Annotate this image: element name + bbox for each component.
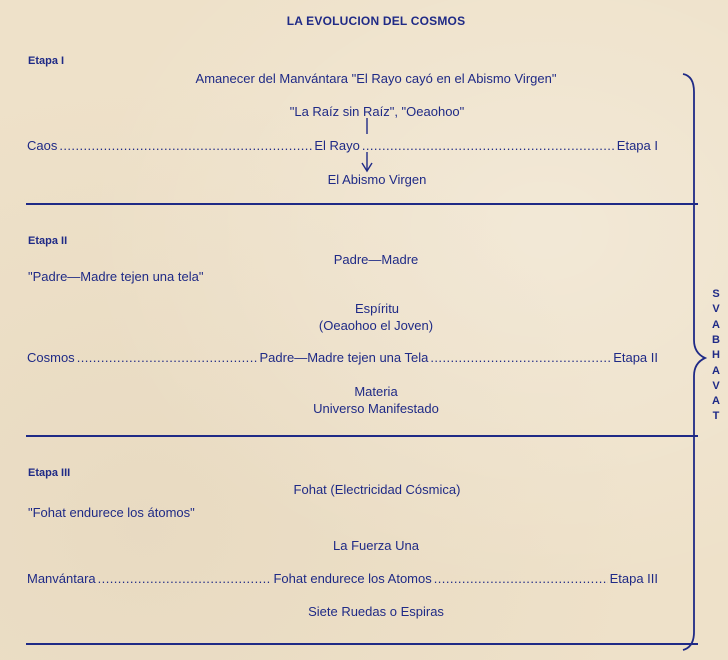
stage-2-row-left: Cosmos — [27, 350, 75, 365]
stage-2-line-5: Universo Manifestado — [313, 401, 439, 416]
stage-2-row-center: Padre—Madre tejen una Tela — [259, 350, 429, 365]
stage-2-quote: "Padre—Madre tejen una tela" — [28, 269, 204, 284]
stage-3-line-2: La Fuerza Una — [333, 538, 419, 553]
stage-2-line-4: Materia — [354, 384, 398, 399]
side-letter: B — [712, 333, 720, 346]
side-letter: V — [712, 303, 720, 316]
right-brace — [683, 74, 705, 650]
stage-1-row-right: Etapa I — [616, 138, 658, 153]
stage-3-row-left: Manvántara — [27, 571, 96, 586]
stage-1-line-3: El Abismo Virgen — [327, 172, 427, 187]
stage-2-line-2: Espíritu — [354, 301, 400, 316]
side-letter: H — [712, 349, 720, 362]
diagram-title: LA EVOLUCION DEL COSMOS — [286, 14, 466, 28]
stage-1-row-left: Caos — [27, 138, 58, 153]
stage-1-row-center: El Rayo — [314, 138, 360, 153]
stage-3-row-center: Fohat endurece los Atomos — [273, 571, 432, 586]
stage-3-line-3: Siete Ruedas o Espiras — [308, 604, 444, 619]
stage-1-label: Etapa I — [28, 55, 65, 67]
stage-3-row-right: Etapa III — [609, 571, 658, 586]
side-letter: V — [712, 379, 720, 392]
side-letter: A — [712, 364, 720, 377]
stage-1-line-2: "La Raíz sin Raíz", "Oeaohoo" — [289, 104, 465, 119]
stage-2-label: Etapa II — [28, 235, 68, 247]
side-letter: S — [712, 288, 720, 300]
side-letter: T — [712, 410, 720, 423]
stage-3-label: Etapa III — [28, 467, 71, 479]
vertical-arrow — [362, 118, 372, 171]
stage-3-line-1: Fohat (Electricidad Cósmica) — [293, 482, 461, 497]
stage-2-line-1: Padre—Madre — [333, 252, 419, 267]
side-letter: A — [712, 318, 720, 331]
side-letter: A — [712, 395, 720, 408]
stage-1-line-1: Amanecer del Manvántara "El Rayo cayó en el Abismo Virgen" — [195, 71, 557, 86]
stage-2-line-3: (Oeaohoo el Joven) — [318, 318, 434, 333]
stage-2-row-right: Etapa II — [613, 350, 658, 365]
stage-3-quote: "Fohat endurece los átomos" — [28, 505, 195, 520]
